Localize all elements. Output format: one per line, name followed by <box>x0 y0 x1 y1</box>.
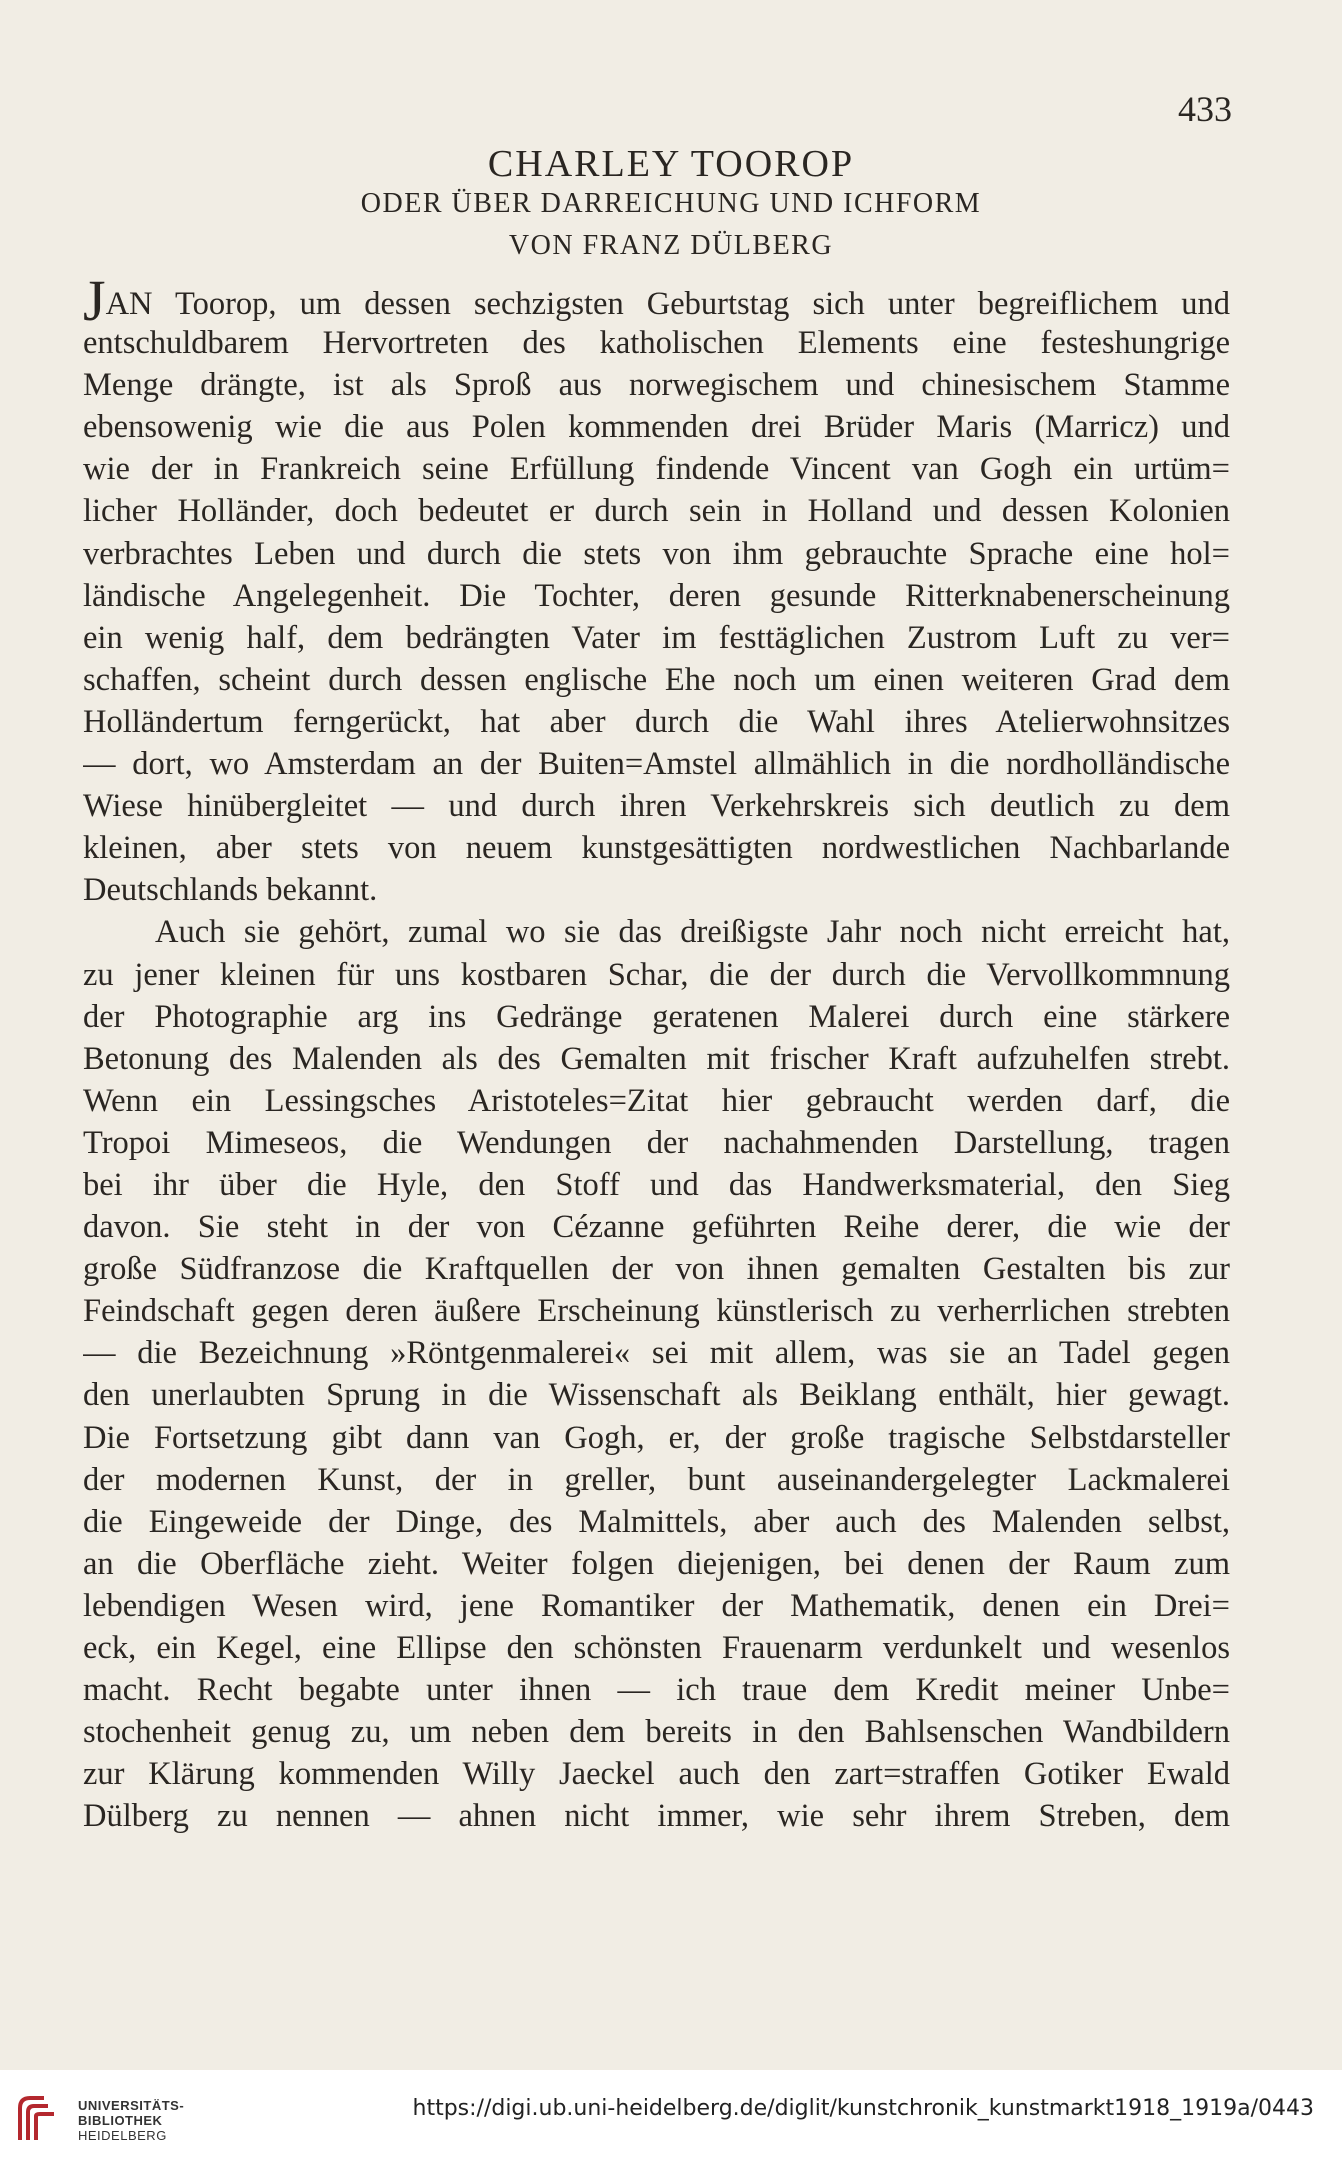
text-line: schaffen, scheint durch dessen englische Ehe noch um einen weiteren Grad dem <box>83 661 1230 698</box>
text-line: an die Oberfläche zieht. Weiter folgen diejenigen, bei denen der Raum zum <box>83 1545 1230 1582</box>
text-line: zur Klärung kommenden Willy Jaeckel auch den zart=straffen Gotiker Ewald <box>83 1756 1230 1793</box>
text-line: zu jener kleinen für uns kostbaren Schar, die der durch die Vervollkommnung <box>83 956 1230 993</box>
text-line: Feindschaft gegen deren äußere Erscheinung künstlerisch zu verherrlichen strebten <box>83 1293 1230 1330</box>
text-line: wie der in Frankreich seine Erfüllung findende Vincent van Gogh ein urtüm= <box>83 451 1230 488</box>
text-line: bei ihr über die Hyle, den Stoff und das Handwerksmaterial, den Sieg <box>83 1166 1230 1203</box>
page-number: 433 <box>1178 89 1232 129</box>
text-line: davon. Sie steht in der von Cézanne geführten Reihe derer, die wie der <box>83 1209 1230 1246</box>
text-line: verbrachtes Leben und durch die stets von ihm gebrauchte Sprache eine hol= <box>83 535 1230 572</box>
text-line: ebensowenig wie die aus Polen kommenden drei Brüder Maris (Marricz) und <box>83 409 1230 446</box>
text-line: ein wenig half, dem bedrängten Vater im festtäglichen Zustrom Luft zu ver= <box>83 619 1230 656</box>
article-byline: VON FRANZ DÜLBERG <box>508 230 834 261</box>
article-title: CHARLEY TOOROP <box>487 143 855 185</box>
text-line: Wiese hinübergleitet — und durch ihren Verkehrskreis sich deutlich zu dem <box>83 788 1230 825</box>
text-line: große Südfranzose die Kraftquellen der von ihnen gemalten Gestalten bis zur <box>83 1251 1230 1288</box>
article-body <box>83 280 1230 1837</box>
logo-line: UNIVERSITÄTS- <box>78 2098 185 2113</box>
text-line: macht. Recht begabte unter ihnen — ich traue dem Kredit meiner Unbe= <box>83 1672 1230 1709</box>
text-line: licher Holländer, doch bedeutet er durch sein in Holland und dessen Kolonien <box>83 493 1230 530</box>
text-line: Menge drängte, ist als Sproß aus norwegischem und chinesischem Stamme <box>83 367 1230 404</box>
text-line: lebendigen Wesen wird, jene Romantiker der Mathematik, denen ein Drei= <box>83 1587 1230 1624</box>
text-line: Die Fortsetzung gibt dann van Gogh, er, der große tragische Selbstdarsteller <box>83 1419 1230 1456</box>
text-line: ländische Angelegenheit. Die Tochter, deren gesunde Ritterknabenerscheinung <box>83 577 1230 614</box>
library-logo-text <box>78 2098 184 2143</box>
text-line: Holländertum ferngerückt, hat aber durch die Wahl ihres Atelierwohnsitzes <box>83 703 1230 740</box>
text-line: Dülberg zu nennen — ahnen nicht immer, wie sehr ihrem Streben, dem <box>83 1798 1230 1835</box>
article-subtitle: ODER ÜBER DARREICHUNG UND ICHFORM <box>360 188 982 219</box>
text-line: Tropoi Mimeseos, die Wendungen der nachahmenden Darstellung, tragen <box>83 1124 1230 1161</box>
footer-bar <box>0 2070 1342 2166</box>
logo-line: BIBLIOTHEK <box>78 2113 163 2128</box>
text-line: — dort, wo Amsterdam an der Buiten=Amstel allmählich in die nordholländische <box>83 746 1230 783</box>
text-line: den unerlaubten Sprung in die Wissenschaft als Beiklang enthält, hier gewagt. <box>83 1377 1230 1414</box>
text-line: stochenheit genug zu, um neben dem bereits in den Bahlsenschen Wandbildern <box>83 1714 1230 1751</box>
text-line: kleinen, aber stets von neuem kunstgesättigten nordwestlichen Nachbarlande <box>83 830 1230 867</box>
text-line: Betonung des Malenden als des Gemalten mit frischer Kraft aufzuhelfen strebt. <box>83 1040 1230 1077</box>
text-line: die Eingeweide der Dinge, des Malmittels, aber auch des Malenden selbst, <box>83 1503 1230 1540</box>
text-line <box>83 280 1230 322</box>
text-line: Wenn ein Lessingsches Aristoteles=Zitat hier gebraucht werden darf, die <box>83 1082 1230 1119</box>
logo-line: HEIDELBERG <box>78 2128 167 2143</box>
text-line: eck, ein Kegel, eine Ellipse den schönsten Frauenarm verdunkelt und wesenlos <box>83 1630 1230 1666</box>
text-line: — die Bezeichnung »Röntgenmalerei« sei mit allem, was sie an Tadel gegen <box>83 1335 1230 1372</box>
text-line-content: AN Toorop, um dessen sechzigsten Geburtstag sich unter begreiflichem und <box>105 286 1230 322</box>
text-line: Deutschlands bekannt. <box>83 872 378 909</box>
text-line: der modernen Kunst, der in greller, bunt auseinandergelegter Lackmalerei <box>83 1461 1230 1498</box>
text-line: Auch sie gehört, zumal wo sie das dreißigste Jahr noch nicht erreicht hat, <box>155 914 1230 951</box>
drop-cap: J <box>83 280 106 323</box>
source-url-link[interactable]: https://digi.ub.uni-heidelberg.de/diglit/kunstchronik_kunstmarkt1918_1919a/0443 <box>412 2096 1314 2121</box>
text-line: entschuldbarem Hervortreten des katholischen Elements eine festeshungrige <box>83 325 1230 362</box>
text-line: der Photographie arg ins Gedränge geratenen Malerei durch eine stärkere <box>83 998 1230 1035</box>
library-logo-icon <box>14 2088 64 2148</box>
